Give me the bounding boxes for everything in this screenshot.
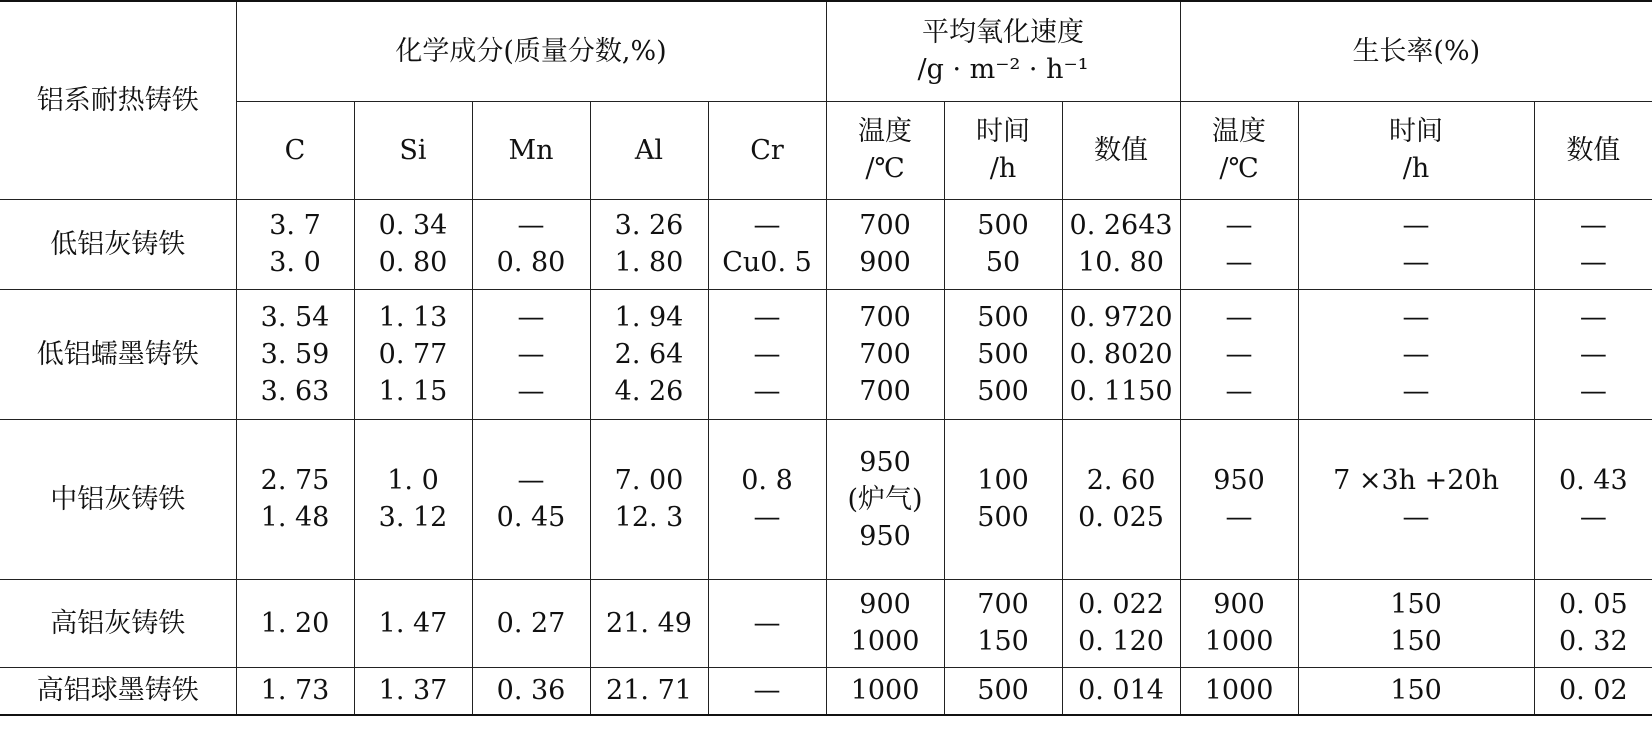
cell-value: 500	[977, 210, 1029, 241]
cell-value: —	[1225, 210, 1253, 241]
col-header-growth-temp-line1: 温度	[1212, 116, 1267, 147]
cell-value: 0. 80	[378, 247, 448, 278]
cell-oxid-temp	[826, 579, 944, 667]
col-header-mn	[472, 101, 590, 199]
oxidation-group-label-line2: /g · m⁻² · h⁻¹	[917, 54, 1089, 86]
cell-al	[590, 289, 708, 419]
chem-group-label: 化学成分(质量分数,%)	[395, 35, 667, 67]
cell-value: —	[1225, 502, 1253, 533]
cell-value: 3. 26	[614, 210, 684, 241]
col-header-oxid-temp-line1: 温度	[858, 116, 913, 147]
oxidation-group-label-line1: 平均氧化速度	[922, 17, 1085, 49]
cell-al	[590, 419, 708, 579]
cell-c	[236, 289, 354, 419]
corner-header-cell	[0, 1, 236, 199]
table-row	[0, 579, 1652, 667]
cell-value: 21. 71	[606, 675, 692, 707]
cell-value: 2. 75	[260, 465, 330, 496]
cell-value: 1000	[850, 626, 920, 657]
cell-value: —	[1402, 338, 1430, 370]
cell-value: 3. 7	[269, 210, 321, 241]
cell-value: —	[517, 338, 545, 370]
cell-growth-value	[1534, 419, 1652, 579]
col-header-oxid-value	[1062, 101, 1180, 199]
cell-value: 3. 54	[260, 301, 330, 333]
cell-oxid-time	[944, 199, 1062, 289]
cell-mn	[472, 419, 590, 579]
cell-value: —	[1579, 210, 1607, 241]
cell-value: 0. 45	[496, 502, 566, 533]
cell-growth-time	[1298, 289, 1534, 419]
cell-value: 0. 36	[496, 675, 566, 707]
cell-value: 950	[859, 520, 911, 552]
cell-value: —	[753, 210, 781, 241]
cell-value: 2. 60	[1086, 465, 1156, 496]
cell-value: 1. 37	[378, 675, 448, 707]
cell-value: 900	[859, 589, 911, 620]
cell-value: —	[1402, 301, 1430, 333]
cell-value: (炉气)	[847, 483, 923, 515]
cell-al	[590, 579, 708, 667]
cell-value: 1. 0	[387, 465, 439, 496]
cell-value: 0. 025	[1078, 502, 1164, 533]
cell-oxid-value	[1062, 199, 1180, 289]
cell-value: 0. 8020	[1069, 338, 1173, 370]
cell-si	[354, 419, 472, 579]
cell-value: 1. 15	[378, 375, 448, 407]
cell-value: 0. 27	[496, 607, 566, 639]
cell-value: 500	[977, 301, 1029, 333]
cell-oxid-temp	[826, 199, 944, 289]
cell-value: 950	[1213, 465, 1265, 496]
cell-c	[236, 419, 354, 579]
row-label: 中铝灰铸铁	[50, 483, 186, 515]
cell-value: 7. 00	[614, 465, 684, 496]
cell-value: 500	[977, 375, 1029, 407]
col-header-oxid-time-line1: 时间	[976, 116, 1031, 147]
col-header-oxid-time-line2: /h	[989, 153, 1017, 184]
header-row-2	[0, 101, 1652, 199]
growth-group-label: 生长率(%)	[1352, 35, 1481, 67]
corner-header-label: 铝系耐热铸铁	[36, 84, 199, 116]
cell-value: —	[1225, 301, 1253, 333]
cell-value: —	[1225, 375, 1253, 407]
cell-si	[354, 289, 472, 419]
cell-value: 150	[1390, 589, 1442, 620]
cell-value: 0. 2643	[1069, 210, 1173, 241]
col-header-oxid-value-label: 数值	[1094, 134, 1149, 166]
cell-cr	[708, 579, 826, 667]
cell-value: 500	[977, 675, 1029, 707]
cell-growth-time	[1298, 579, 1534, 667]
header-row-1	[0, 1, 1652, 101]
cell-al	[590, 199, 708, 289]
col-header-growth-value	[1534, 101, 1652, 199]
cell-si	[354, 579, 472, 667]
cell-value: 700	[859, 338, 911, 370]
cell-value: 0. 32	[1558, 626, 1628, 657]
cell-value: 1. 73	[260, 675, 330, 707]
cell-value: 150	[1390, 626, 1442, 657]
row-label: 低铝灰铸铁	[50, 228, 186, 260]
cell-value: 950	[859, 446, 911, 478]
cell-value: 0. 02	[1558, 675, 1628, 707]
cell-cr	[708, 289, 826, 419]
col-header-c-label: C	[284, 134, 306, 166]
cell-growth-value	[1534, 579, 1652, 667]
col-header-growth-time	[1298, 101, 1534, 199]
cell-growth-time	[1298, 667, 1534, 715]
cell-growth-value	[1534, 199, 1652, 289]
cell-oxid-time	[944, 419, 1062, 579]
col-header-cr	[708, 101, 826, 199]
cell-cr	[708, 199, 826, 289]
cell-value: —	[1402, 375, 1430, 407]
cell-value: 1. 47	[378, 607, 448, 639]
cell-oxid-value	[1062, 579, 1180, 667]
cell-value: —	[1225, 247, 1253, 278]
col-header-growth-time-line1: 时间	[1389, 116, 1444, 147]
cell-growth-time	[1298, 199, 1534, 289]
cell-value: 3. 12	[378, 502, 448, 533]
cell-value: 700	[859, 210, 911, 241]
cell-c	[236, 579, 354, 667]
cell-si	[354, 667, 472, 715]
col-header-si	[354, 101, 472, 199]
col-header-al-label: Al	[634, 134, 664, 166]
cell-value: 1000	[1204, 675, 1274, 707]
cell-value: 1. 48	[260, 502, 330, 533]
cell-oxid-value	[1062, 419, 1180, 579]
cell-c	[236, 667, 354, 715]
row-label: 高铝灰铸铁	[50, 607, 186, 639]
cell-value: 900	[859, 247, 911, 278]
cell-value: —	[517, 210, 545, 241]
row-label: 低铝蠕墨铸铁	[36, 338, 199, 370]
cell-value: —	[517, 465, 545, 496]
cell-growth-temp	[1180, 667, 1298, 715]
oxidation-group-header	[826, 1, 1180, 101]
cell-value: 150	[1390, 675, 1442, 707]
cell-mn	[472, 199, 590, 289]
cell-value: 10. 80	[1078, 247, 1164, 278]
col-header-cr-label: Cr	[750, 134, 784, 166]
growth-group-header	[1180, 1, 1652, 101]
cell-value: —	[753, 607, 781, 639]
cell-growth-value	[1534, 289, 1652, 419]
cell-mn	[472, 289, 590, 419]
cell-name	[0, 579, 236, 667]
cell-growth-temp	[1180, 579, 1298, 667]
col-header-oxid-time	[944, 101, 1062, 199]
cell-value: 4. 26	[614, 375, 684, 407]
col-header-growth-time-line2: /h	[1402, 153, 1430, 184]
cell-value: 0. 014	[1078, 675, 1164, 707]
cell-growth-time	[1298, 419, 1534, 579]
cell-oxid-value	[1062, 289, 1180, 419]
cell-c	[236, 199, 354, 289]
cell-value: —	[1579, 247, 1607, 278]
cell-oxid-time	[944, 667, 1062, 715]
cell-value: 0. 022	[1078, 589, 1164, 620]
cell-value: 1. 20	[260, 607, 330, 639]
cell-value: 1. 13	[378, 301, 448, 333]
cell-growth-temp	[1180, 289, 1298, 419]
cell-value: —	[1402, 247, 1430, 278]
col-header-al	[590, 101, 708, 199]
cell-value: 0. 120	[1078, 626, 1164, 657]
cell-value: 0. 9720	[1069, 301, 1173, 333]
cell-value: 100	[977, 465, 1029, 496]
cell-value: —	[517, 375, 545, 407]
cell-value: 7 ×3h +20h	[1333, 465, 1499, 496]
table-row	[0, 419, 1652, 579]
col-header-c	[236, 101, 354, 199]
cell-mn	[472, 667, 590, 715]
cell-value: 0. 80	[496, 247, 566, 278]
chem-group-header	[236, 1, 826, 101]
cell-name	[0, 289, 236, 419]
cell-value: 500	[977, 502, 1029, 533]
cell-oxid-temp	[826, 667, 944, 715]
cell-value: —	[1225, 338, 1253, 370]
cell-value: 0. 05	[1558, 589, 1628, 620]
cell-value: —	[517, 301, 545, 333]
cell-cr	[708, 419, 826, 579]
cell-al	[590, 667, 708, 715]
cell-value: 1000	[1204, 626, 1274, 657]
col-header-si-label: Si	[399, 134, 427, 166]
cell-oxid-value	[1062, 667, 1180, 715]
cell-value: —	[753, 375, 781, 407]
cell-value: 900	[1213, 589, 1265, 620]
cell-value: Cu0. 5	[722, 247, 812, 278]
cell-value: 3. 0	[269, 247, 321, 278]
cell-growth-temp	[1180, 419, 1298, 579]
col-header-growth-temp	[1180, 101, 1298, 199]
col-header-mn-label: Mn	[508, 134, 554, 166]
cell-value: 1000	[850, 675, 920, 707]
cell-value: 3. 59	[260, 338, 330, 370]
cell-value: 700	[859, 375, 911, 407]
col-header-growth-value-label: 数值	[1566, 134, 1621, 166]
cell-value: 3. 63	[260, 375, 330, 407]
cell-value: 0. 77	[378, 338, 448, 370]
cell-value: 500	[977, 338, 1029, 370]
cell-value: —	[1579, 502, 1607, 533]
cell-oxid-time	[944, 289, 1062, 419]
cell-value: 1. 80	[614, 247, 684, 278]
cell-value: —	[1402, 210, 1430, 241]
cell-value: —	[1402, 502, 1430, 533]
cell-value: 1. 94	[614, 301, 684, 333]
cell-value: 50	[985, 247, 1021, 278]
cell-value: 0. 34	[378, 210, 448, 241]
cell-value: —	[753, 675, 781, 707]
cell-mn	[472, 579, 590, 667]
cell-oxid-temp	[826, 289, 944, 419]
col-header-oxid-temp	[826, 101, 944, 199]
cell-cr	[708, 667, 826, 715]
cell-value: 0. 1150	[1069, 375, 1173, 407]
cell-value: —	[753, 502, 781, 533]
cell-name	[0, 419, 236, 579]
cell-name	[0, 199, 236, 289]
table-row	[0, 199, 1652, 289]
cell-value: 700	[977, 589, 1029, 620]
cell-value: 0. 8	[741, 465, 793, 496]
cell-growth-value	[1534, 667, 1652, 715]
col-header-growth-temp-line2: /℃	[1219, 153, 1259, 184]
cell-value: —	[753, 301, 781, 333]
cell-value: 700	[859, 301, 911, 333]
cell-oxid-temp	[826, 419, 944, 579]
table-row	[0, 667, 1652, 715]
col-header-oxid-temp-line2: /℃	[865, 153, 905, 184]
cell-value: 2. 64	[614, 338, 684, 370]
cell-value: —	[1579, 301, 1607, 333]
row-label: 高铝球墨铸铁	[36, 675, 199, 707]
cell-value: 0. 43	[1558, 465, 1628, 496]
cell-value: —	[1579, 338, 1607, 370]
cell-value: —	[753, 338, 781, 370]
table-row	[0, 289, 1652, 419]
cell-name	[0, 667, 236, 715]
cell-value: 21. 49	[606, 607, 692, 639]
cell-oxid-time	[944, 579, 1062, 667]
cell-si	[354, 199, 472, 289]
cell-value: 150	[977, 626, 1029, 657]
cell-value: —	[1579, 375, 1607, 407]
cell-value: 12. 3	[614, 502, 684, 533]
cell-growth-temp	[1180, 199, 1298, 289]
